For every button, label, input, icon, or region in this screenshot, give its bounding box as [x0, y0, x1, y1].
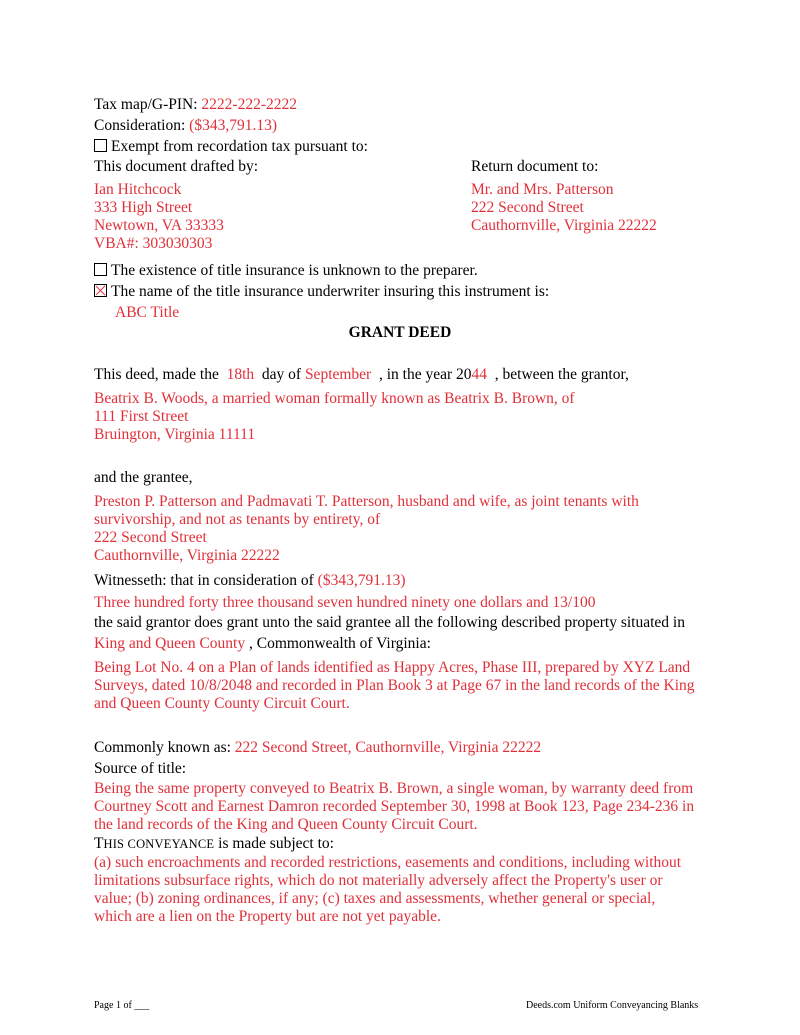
witnesseth-label: Witnesseth: that in consideration of	[94, 572, 314, 589]
grantee-street: 222 Second Street	[94, 529, 207, 546]
title-unknown-checkbox[interactable]	[94, 263, 107, 276]
witnesseth-line	[94, 572, 405, 590]
return-label: Return document to:	[471, 158, 599, 175]
drafted-by-label: This document drafted by:	[94, 158, 258, 175]
subject-to-line: (a) such encroachments and recorded restrictions, easements and conditions, including without	[94, 854, 682, 871]
subject-to	[94, 854, 681, 926]
consideration-label: Consideration:	[94, 117, 186, 134]
page-number: Page 1 of ___	[94, 1000, 150, 1011]
return-block	[471, 181, 657, 235]
exempt-checkbox[interactable]	[94, 139, 107, 152]
drafter-block	[94, 181, 224, 253]
grantor-city: Bruington, Virginia 11111	[94, 426, 256, 443]
source-of-title-line: Being the same property conveyed to Beatrix B. Brown, a single woman, by warranty deed from	[94, 780, 694, 797]
conveyance-line	[94, 835, 334, 853]
witnesseth-value: ($343,791.13)	[317, 572, 406, 589]
source-of-title-line: Courtney Scott and Earnest Damron recorded September 30, 1998 at Book 123, Page 234-236 in	[94, 798, 695, 815]
commonly-known-value: 222 Second Street, Cauthornville, Virginia 22222	[234, 739, 542, 756]
grantee-block	[94, 493, 639, 565]
grantee-city: Cauthornville, Virginia 22222	[94, 547, 280, 564]
grantee-line-1: Preston P. Patterson and Padmavati T. Patterson, husband and wife, as joint tenants with	[94, 493, 639, 510]
subject-to-line: limitations subsurface rights, which do not materially adversely affect the Property's user or	[94, 872, 663, 889]
subject-to-line: which are a lien on the Property but are not yet payable.	[94, 908, 441, 925]
drafter-city: Newtown, VA 33333	[94, 217, 224, 234]
title-unknown-line	[94, 262, 478, 280]
intro-part3: , in the year 20	[378, 366, 472, 383]
grantor-street: 111 First Street	[94, 408, 189, 425]
drafter-vba: VBA#: 303030303	[94, 235, 213, 252]
intro-part4: , between the grantor,	[494, 366, 629, 383]
source-of-title-line: the land records of the King and Queen County Circuit Court.	[94, 816, 478, 833]
grantee-label: and the grantee,	[94, 469, 193, 486]
return-street: 222 Second Street	[471, 199, 584, 216]
deed-day: 18th	[226, 366, 255, 383]
county-value: King and Queen County	[94, 635, 246, 652]
footer-source: Deeds.com Uniform Conveyancing Blanks	[526, 1000, 699, 1011]
county-line	[94, 635, 431, 653]
grantee-line-2: survivorship, and not as tenants by entirety, of	[94, 511, 381, 528]
intro-part1: This deed, made the	[94, 366, 219, 383]
consideration-value: ($343,791.13)	[189, 117, 277, 134]
deed-year: 44	[471, 366, 488, 383]
return-name: Mr. and Mrs. Patterson	[471, 181, 614, 198]
underwriter-checkbox-checked[interactable]	[94, 284, 107, 297]
title-unknown-label: The existence of title insurance is unknown to the preparer.	[111, 262, 478, 279]
tax-map-line	[94, 96, 297, 114]
exempt-line	[94, 138, 368, 156]
tax-map-value: 2222-222-2222	[201, 96, 297, 113]
conveyance-first-letter: T	[94, 835, 104, 852]
underwriter-label: The name of the title insurance underwriter insuring this instrument is:	[111, 283, 550, 300]
underwriter-name: ABC Title	[115, 304, 180, 321]
drafter-street: 333 High Street	[94, 199, 193, 216]
drafter-name: Ian Hitchcock	[94, 181, 182, 198]
conveyance-rest: is made subject to:	[214, 835, 334, 852]
amount-words: Three hundred forty three thousand seven hundred ninety one dollars and 13/100	[94, 594, 596, 611]
legal-description-line: Being Lot No. 4 on a Plan of lands identified as Happy Acres, Phase III, prepared by XYZ Land	[94, 659, 691, 676]
tax-map-label: Tax map/G-PIN:	[94, 96, 198, 113]
legal-description	[94, 659, 695, 713]
commonly-known-label: Commonly known as:	[94, 739, 231, 756]
conveyance-small-caps: HIS CONVEYANCE	[103, 837, 215, 851]
underwriter-line	[94, 283, 549, 301]
commonly-known-line	[94, 739, 541, 757]
deed-title: GRANT DEED	[348, 324, 452, 341]
legal-description-line: and Queen County County Circuit Court.	[94, 695, 350, 712]
source-of-title-label: Source of title:	[94, 760, 187, 777]
intro-part2: day of	[261, 366, 302, 383]
subject-to-line: value; (b) zoning ordinances, if any; (c) taxes and assessments, whether general or special,	[94, 890, 656, 907]
source-of-title	[94, 780, 694, 834]
legal-description-line: Surveys, dated 10/8/2048 and recorded in Plan Book 3 at Page 67 in the land records of the King	[94, 677, 695, 694]
commonwealth-text: , Commonwealth of Virginia:	[248, 635, 431, 652]
return-city: Cauthornville, Virginia 22222	[471, 217, 657, 234]
grantor-line: Beatrix B. Woods, a married woman formally known as Beatrix B. Brown, of	[94, 390, 575, 407]
consideration-line	[94, 117, 277, 135]
grantor-block	[94, 390, 575, 444]
intro-line	[94, 366, 629, 384]
grant-clause: the said grantor does grant unto the said grantee all the following described property situated in	[94, 614, 685, 631]
exempt-label: Exempt from recordation tax pursuant to:	[111, 138, 368, 155]
deed-month: September	[304, 366, 372, 383]
